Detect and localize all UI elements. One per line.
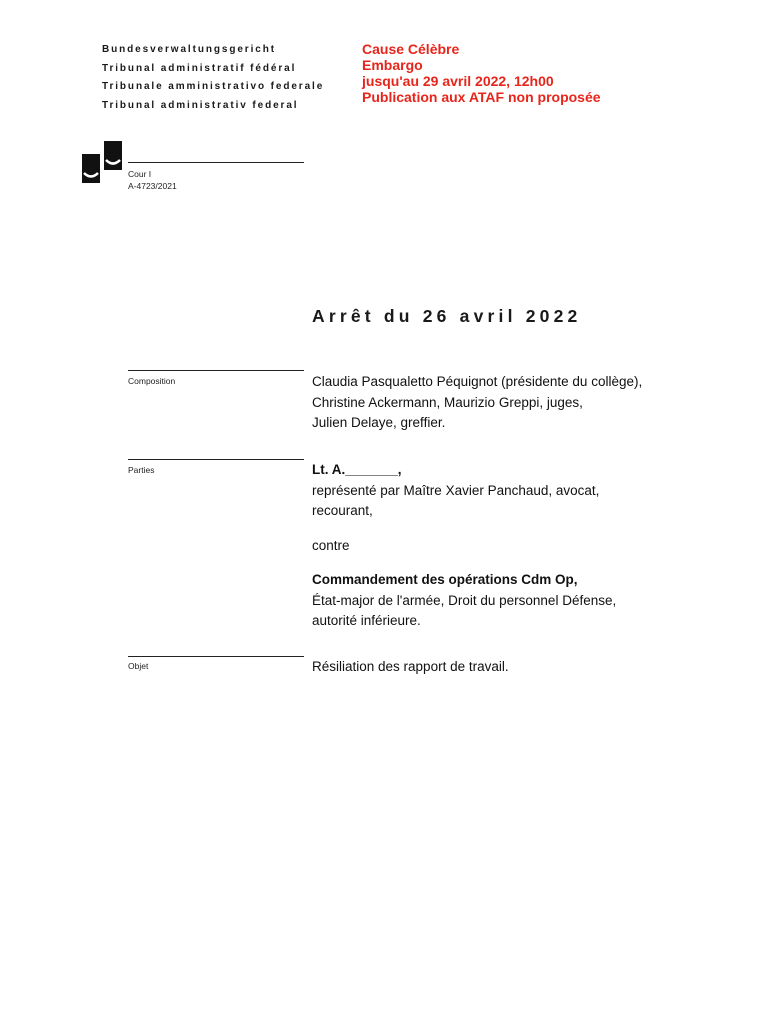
court-name-de: Bundesverwaltungsgericht [102, 44, 276, 55]
appellant-line: recourant, [312, 503, 373, 518]
appellant-line: représenté par Maître Xavier Panchaud, avocat, [312, 482, 600, 498]
composition-label: Composition [128, 376, 176, 386]
court-logo-icon [82, 141, 122, 183]
case-meta [128, 168, 177, 192]
subject-text: Résiliation des rapport de travail. [312, 659, 509, 674]
notice-line-cause: Cause Célèbre [362, 41, 460, 57]
respondent-line: autorité inférieure. [312, 613, 421, 628]
respondent-name: Commandement des opérations Cdm Op, [312, 572, 578, 587]
subject-divider [128, 656, 304, 657]
subject-label: Objet [128, 661, 149, 671]
document-title: Arrêt du 26 avril 2022 [312, 306, 582, 326]
court-name-rm: Tribunal administrativ federal [102, 99, 299, 111]
court-division: Cour I [128, 169, 152, 179]
subject-body [312, 657, 509, 678]
respondent-line: État-major de l'armée, Droit du personnel Défense, [312, 592, 617, 608]
notice-line-embargo: Embargo [362, 57, 423, 73]
composition-line: Christine Ackermann, Maurizio Greppi, juges, [312, 394, 583, 410]
composition-divider [128, 370, 304, 371]
embargo-notice [362, 41, 601, 105]
parties-divider [128, 459, 304, 460]
composition-body [312, 372, 642, 434]
notice-line-date: jusqu'au 29 avril 2022, 12h00 [362, 73, 554, 89]
notice-line-publication: Publication aux ATAF non proposée [362, 89, 601, 105]
parties-label: Parties [128, 465, 155, 475]
court-names [102, 41, 324, 115]
court-name-fr: Tribunal administratif fédéral [102, 62, 297, 74]
parties-body [312, 460, 616, 632]
header-divider [128, 162, 304, 163]
versus-text: contre [312, 537, 350, 553]
composition-line: Julien Delaye, greffier. [312, 415, 446, 430]
composition-line: Claudia Pasqualetto Péquignot (présidente du collège), [312, 374, 643, 389]
appellant-name: Lt. A._______, [312, 462, 402, 477]
court-name-it: Tribunale amministrativo federale [102, 81, 325, 92]
case-number: A-4723/2021 [128, 181, 177, 191]
